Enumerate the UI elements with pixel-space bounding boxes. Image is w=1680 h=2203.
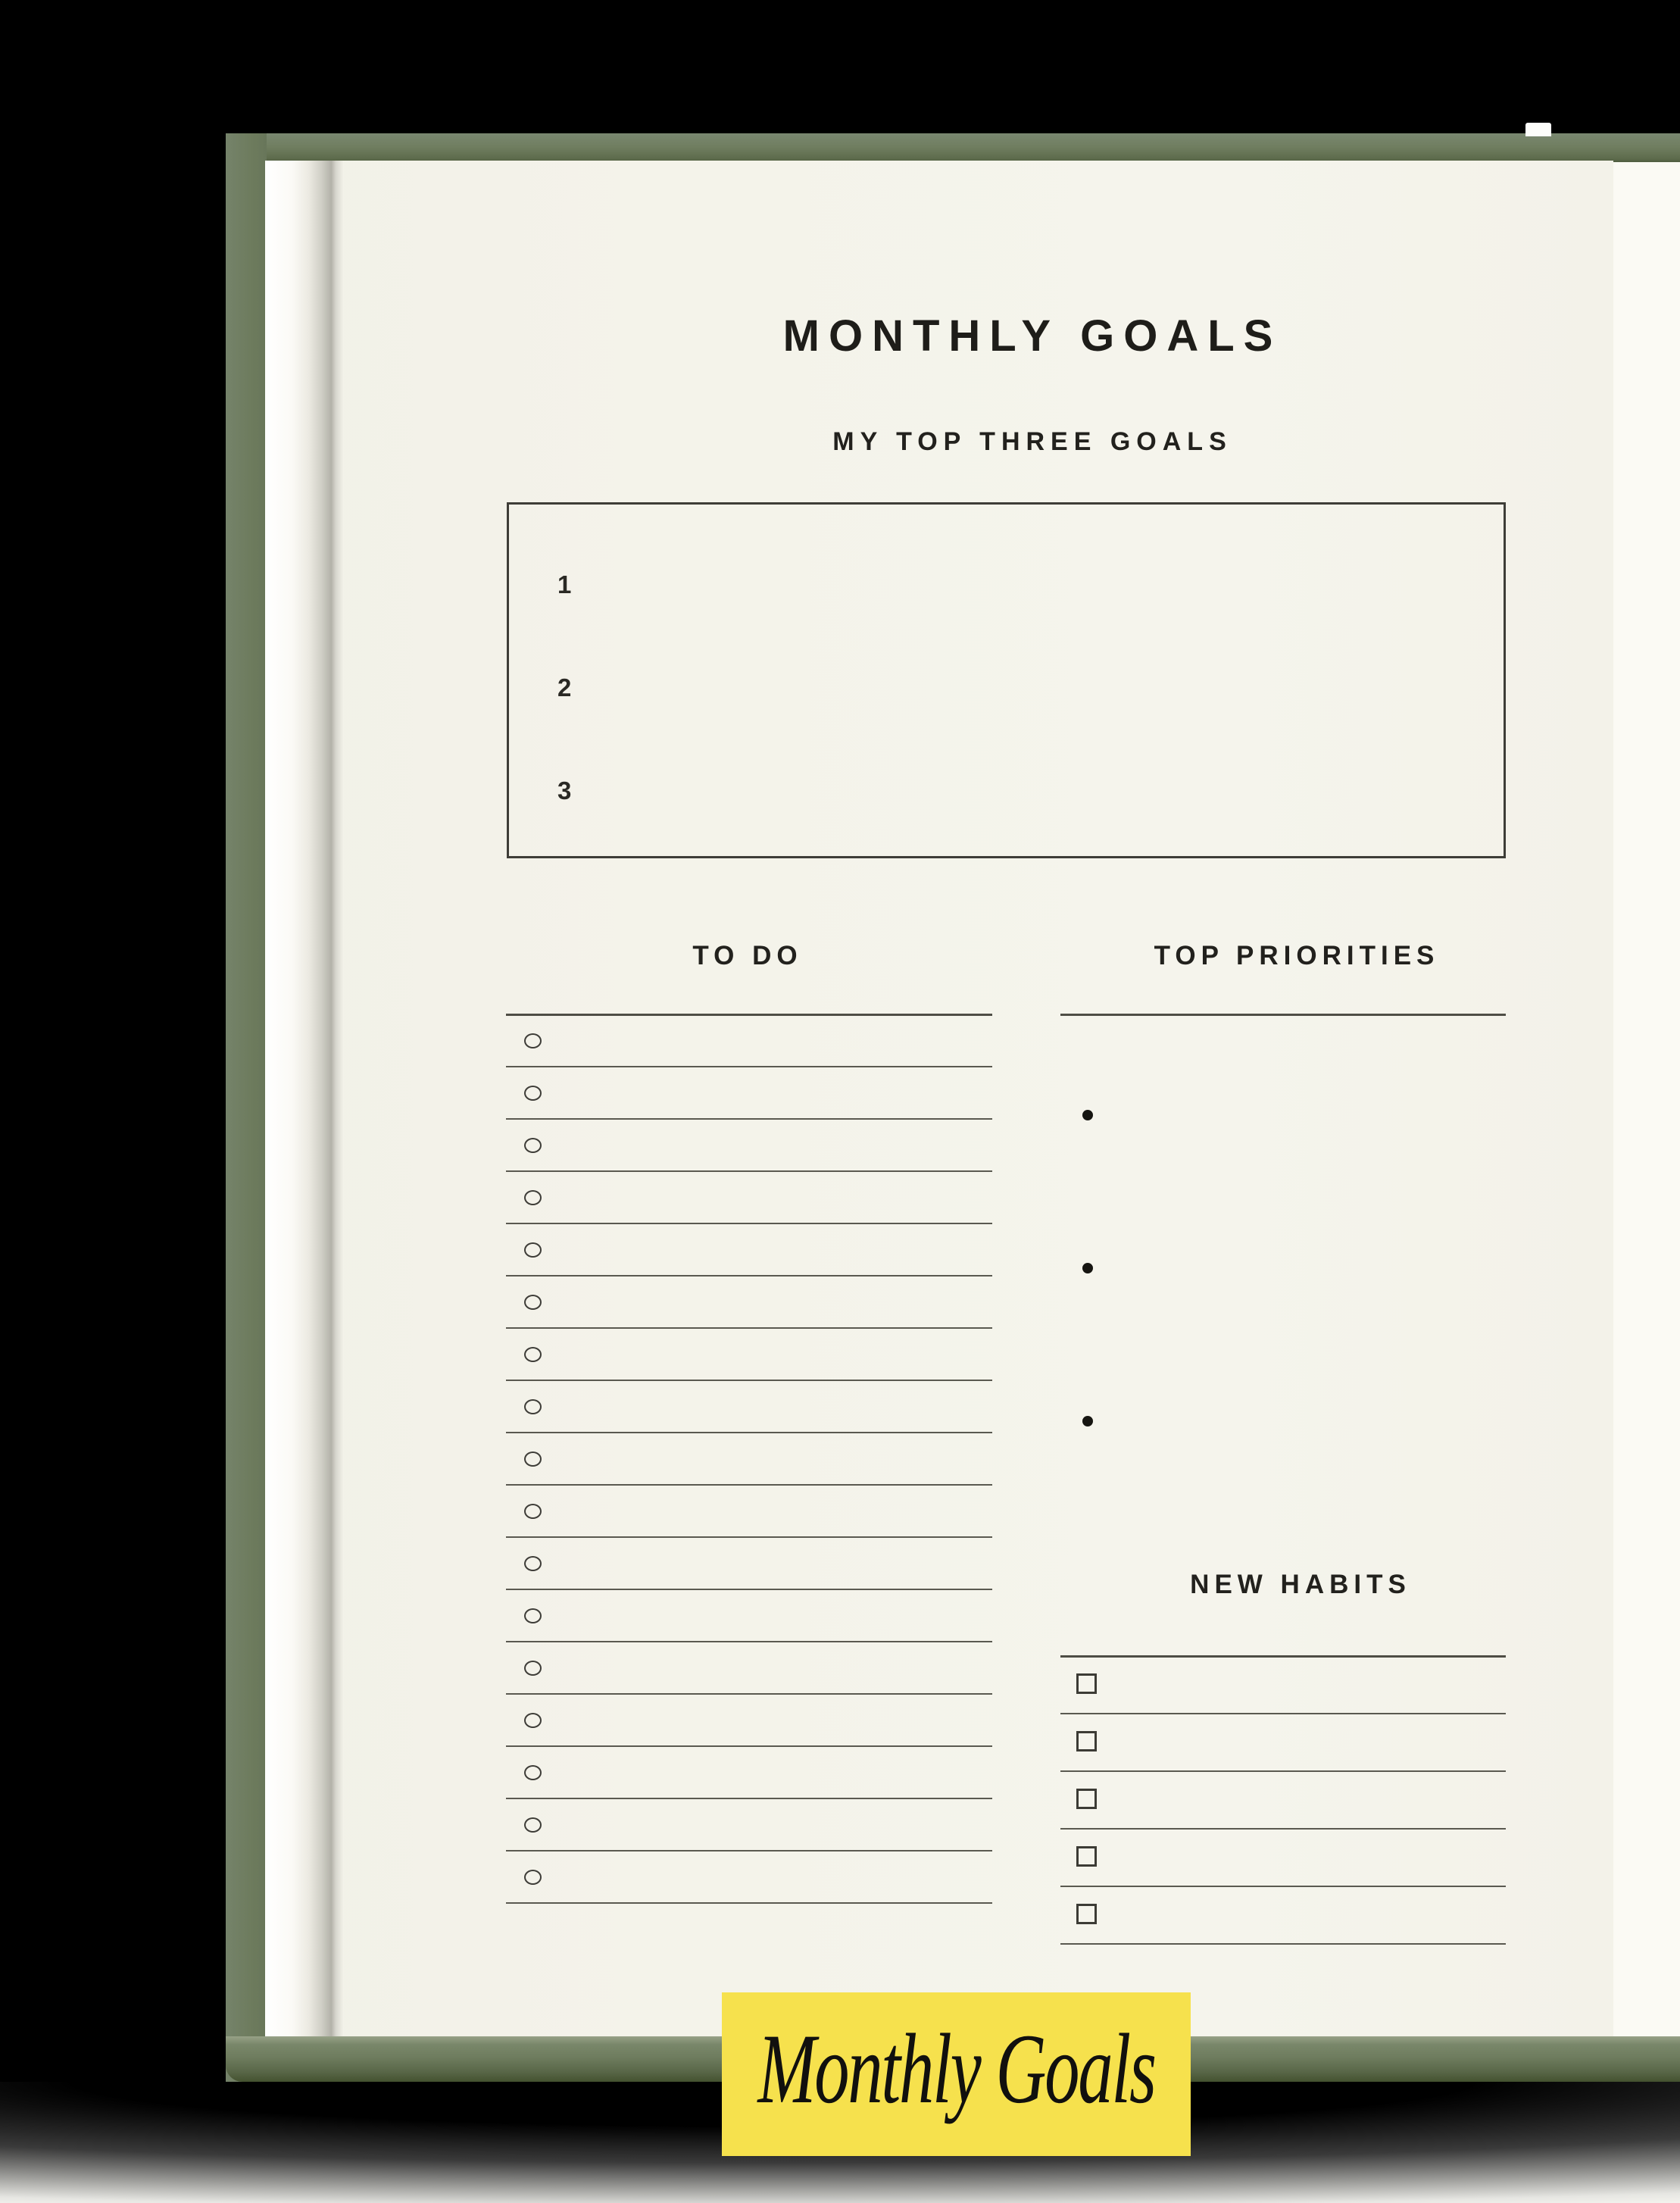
todo-line bbox=[506, 1745, 992, 1747]
todo-circle-icon bbox=[524, 1190, 542, 1205]
todo-line bbox=[506, 1484, 992, 1486]
todo-line bbox=[506, 1589, 992, 1590]
todo-circle-icon bbox=[524, 1556, 542, 1571]
goal-number: 1 bbox=[557, 570, 572, 598]
todo-line bbox=[506, 1223, 992, 1224]
todo-line bbox=[506, 1693, 992, 1695]
priority-bullet-icon bbox=[1082, 1416, 1093, 1426]
todo-circle-icon bbox=[524, 1138, 542, 1153]
bookmark-tab bbox=[1525, 123, 1551, 136]
habits-line bbox=[1060, 1713, 1506, 1714]
todo-line bbox=[506, 1536, 992, 1538]
todo-circle-icon bbox=[524, 1817, 542, 1833]
backdrop-shadow-left bbox=[0, 0, 226, 2082]
book-cover-top-edge bbox=[226, 133, 1680, 162]
todo-line bbox=[506, 1641, 992, 1642]
page-label-text: Monthly Goals bbox=[757, 2013, 1155, 2124]
page-spine-shading bbox=[265, 161, 344, 2036]
todo-circle-icon bbox=[524, 1608, 542, 1623]
todo-circle-icon bbox=[524, 1870, 542, 1885]
todo-line bbox=[506, 1275, 992, 1276]
todo-circle-icon bbox=[524, 1765, 542, 1780]
todo-circle-icon bbox=[524, 1242, 542, 1258]
todo-circle-icon bbox=[524, 1086, 542, 1101]
goal-number: 3 bbox=[557, 777, 572, 805]
todo-line bbox=[506, 1327, 992, 1329]
todo-line bbox=[506, 1432, 992, 1433]
habit-checkbox-icon bbox=[1076, 1673, 1097, 1694]
goal-number: 2 bbox=[557, 673, 572, 702]
todo-circle-icon bbox=[524, 1713, 542, 1728]
todo-line bbox=[506, 1798, 992, 1799]
habits-line bbox=[1060, 1655, 1506, 1658]
priorities-line bbox=[1060, 1014, 1506, 1016]
priorities-heading: TOP PRIORITIES bbox=[1154, 941, 1440, 970]
page-title: MONTHLY GOALS bbox=[782, 311, 1282, 361]
backdrop-shadow-top bbox=[0, 0, 1680, 134]
habits-line bbox=[1060, 1828, 1506, 1830]
priority-bullet-icon bbox=[1082, 1110, 1093, 1120]
todo-circle-icon bbox=[524, 1451, 542, 1467]
todo-line bbox=[506, 1066, 992, 1067]
habits-line bbox=[1060, 1770, 1506, 1772]
top-goals-heading: MY TOP THREE GOALS bbox=[832, 427, 1232, 456]
planner-page bbox=[265, 161, 1613, 2036]
top-goals-box bbox=[507, 502, 1506, 858]
todo-line bbox=[506, 1902, 992, 1904]
todo-circle-icon bbox=[524, 1661, 542, 1676]
habit-checkbox-icon bbox=[1076, 1789, 1097, 1809]
todo-line bbox=[506, 1380, 992, 1381]
todo-circle-icon bbox=[524, 1033, 542, 1048]
todo-circle-icon bbox=[524, 1347, 542, 1362]
todo-line bbox=[506, 1850, 992, 1851]
habits-line bbox=[1060, 1886, 1506, 1887]
todo-circle-icon bbox=[524, 1504, 542, 1519]
habit-checkbox-icon bbox=[1076, 1904, 1097, 1924]
todo-line bbox=[506, 1014, 992, 1016]
habits-line bbox=[1060, 1943, 1506, 1945]
habits-heading: NEW HABITS bbox=[1190, 1570, 1411, 1599]
habit-checkbox-icon bbox=[1076, 1846, 1097, 1867]
todo-heading: TO DO bbox=[692, 941, 803, 970]
priority-bullet-icon bbox=[1082, 1263, 1093, 1273]
todo-line bbox=[506, 1118, 992, 1120]
habit-checkbox-icon bbox=[1076, 1731, 1097, 1751]
todo-circle-icon bbox=[524, 1295, 542, 1310]
todo-circle-icon bbox=[524, 1399, 542, 1414]
book-cover-spine-edge bbox=[226, 133, 267, 2082]
page-label bbox=[722, 1992, 1191, 2156]
todo-line bbox=[506, 1170, 992, 1172]
